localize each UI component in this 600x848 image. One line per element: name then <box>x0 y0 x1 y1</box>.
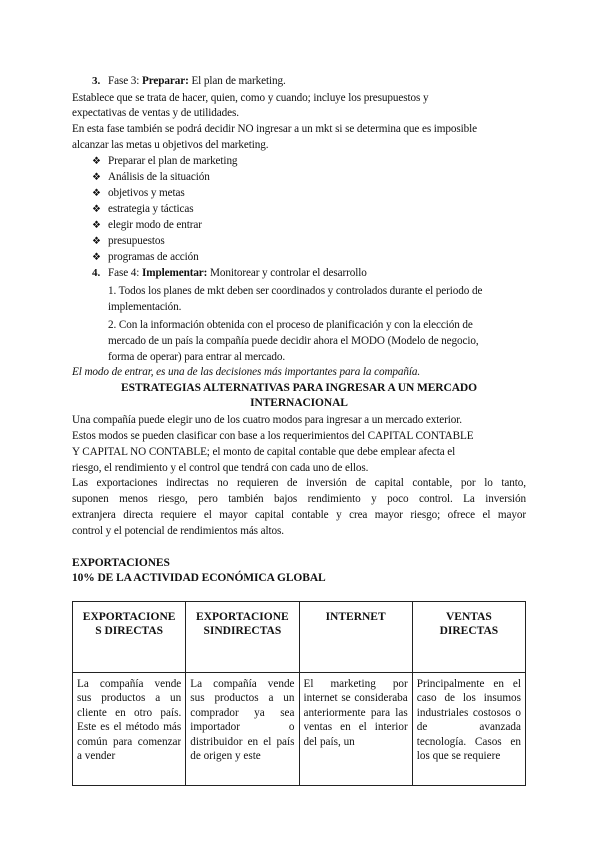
table-cell: La compañía vende sus productos a un comprador ya sea importador o distribuidor en el país de origen y este <box>186 673 299 786</box>
bullet-item: objetivos y metas <box>108 187 185 199</box>
table-header-row <box>73 602 526 673</box>
table-header-cell: EXPORTACIONE S DIRECTAS <box>73 602 186 673</box>
export-modes-table <box>72 601 526 786</box>
phase4-item-line: implementación. <box>108 301 182 313</box>
diamond-bullet-icon: ❖ <box>92 172 101 183</box>
paragraph-line: extranjera directa requiere el mayor capital contable y crea mayor riesgo; ofrece el mayor <box>72 509 526 521</box>
intro-line: En esta fase también se podrá decidir NO ingresar a un mkt si se determina que es imposible <box>72 123 478 135</box>
table-row <box>73 673 526 786</box>
diamond-bullet-icon: ❖ <box>92 188 101 199</box>
table-header-cell: VENTAS DIRECTAS <box>412 602 525 673</box>
table-header-cell: EXPORTACIONE SINDIRECTAS <box>186 602 299 673</box>
bullet-item: Análisis de la situación <box>108 171 210 183</box>
subheading: 10% DE LA ACTIVIDAD ECONÓMICA GLOBAL <box>72 572 326 584</box>
intro-line: expectativas de ventas y de utilidades. <box>72 107 239 119</box>
paragraph-line: suponen menos riesgo, pero también bajos rendimiento y poco control. La inversión <box>72 493 526 505</box>
paragraph-line: Estos modos se pueden clasificar con base a los requerimientos del CAPITAL CONTABLE <box>72 430 474 442</box>
section-heading: INTERNACIONAL <box>250 397 348 409</box>
paragraph-line: Las exportaciones indirectas no requieren de inversión de capital contable, por lo tanto, <box>72 477 526 489</box>
phase4-heading: Fase 4: Implementar: Monitorear y controlar el desarrollo <box>108 267 367 279</box>
paragraph-line: Y CAPITAL NO CONTABLE; el monto de capital contable que debe emplear afecta el <box>72 446 456 458</box>
subheading: EXPORTACIONES <box>72 557 170 569</box>
section-heading: ESTRATEGIAS ALTERNATIVAS PARA INGRESAR A UN MERCADO <box>121 382 477 394</box>
bullet-item: programas de acción <box>108 251 199 263</box>
diamond-bullet-icon: ❖ <box>92 252 101 263</box>
diamond-bullet-icon: ❖ <box>92 204 101 215</box>
intro-line: Establece que se trata de hacer, quien, como y cuando; incluye los presupuestos y <box>72 92 429 104</box>
italic-note: El modo de entrar, es una de las decisiones más importantes para la compañía. <box>72 366 421 378</box>
phase4-item-line: mercado de un país la compañía puede decidir ahora el MODO (Modelo de negocio, <box>108 335 479 347</box>
table-header-cell: INTERNET <box>299 602 412 673</box>
phase3-heading: Fase 3: Preparar: El plan de marketing. <box>108 75 286 87</box>
bullet-item: presupuestos <box>108 235 165 247</box>
diamond-bullet-icon: ❖ <box>92 236 101 247</box>
intro-line: alcanzar las metas u objetivos del marketing. <box>72 139 269 151</box>
bullet-item: elegir modo de entrar <box>108 219 202 231</box>
diamond-bullet-icon: ❖ <box>92 156 101 167</box>
bullet-item: estrategia y tácticas <box>108 203 194 215</box>
table-cell: El marketing por internet se consideraba anteriormente para las ventas en el interior del país, un <box>299 673 412 786</box>
paragraph-line: Una compañía puede elegir uno de los cuatro modos para ingresar a un mercado exterior. <box>72 414 462 426</box>
phase4-number: 4. <box>92 267 101 279</box>
phase4-item-line: 2. Con la información obtenida con el proceso de planificación y con la elección de <box>108 319 473 331</box>
paragraph-line: control y el potencial de rendimientos más altos. <box>72 525 284 537</box>
paragraph-line: riesgo, el rendimiento y el control que tendrá con cada uno de ellos. <box>72 462 369 474</box>
table-cell: La compañía vende sus productos a un cliente en otro país. Este es el método más común para comenzar a vender <box>73 673 186 786</box>
phase4-item-line: forma de operar) para entrar al mercado. <box>108 351 286 363</box>
diamond-bullet-icon: ❖ <box>92 220 101 231</box>
bullet-item: Preparar el plan de marketing <box>108 155 238 167</box>
table-cell: Principalmente en el caso de los insumos industriales costosos o de avanzada tecnología. Casos en los que se requiere <box>412 673 525 786</box>
phase3-number: 3. <box>92 75 101 87</box>
phase4-item-line: 1. Todos los planes de mkt deben ser coordinados y controlados durante el periodo de <box>108 285 483 297</box>
